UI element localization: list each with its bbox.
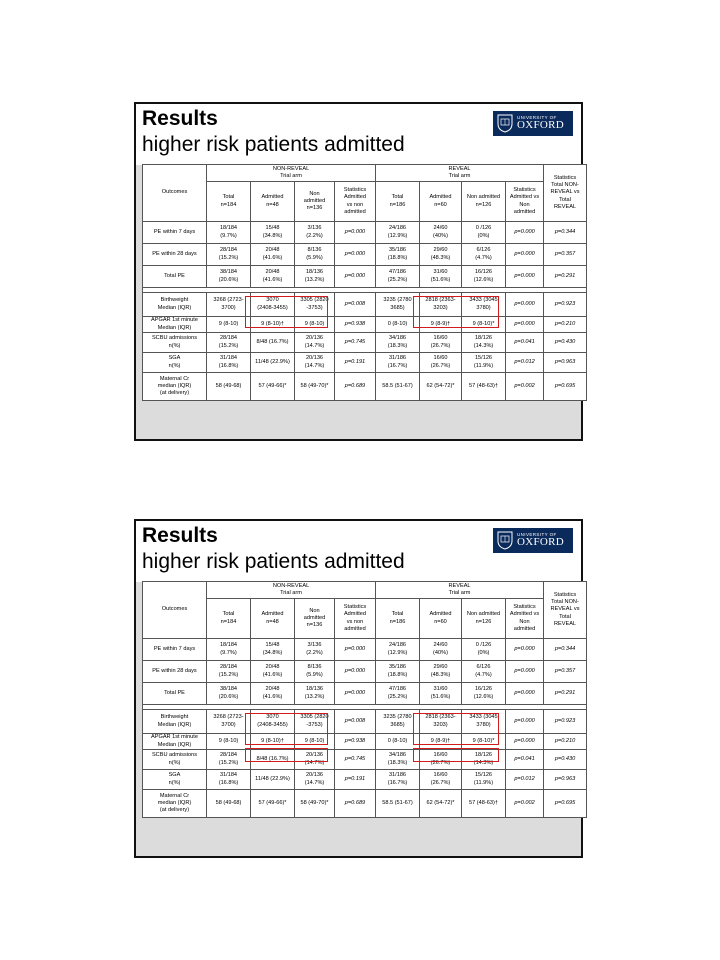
cell-nr-p: p=0.938 — [335, 734, 376, 750]
cell-total-p: p=0.923 — [544, 710, 587, 734]
cell-nr-admitted: 15/48 (34.8%) — [251, 639, 295, 661]
cell-outcome: Total PE — [143, 683, 207, 705]
cell-nr-nonadmitted: 18/136 (13.2%) — [295, 683, 335, 705]
slide-header — [136, 104, 581, 165]
cell-nr-p: p=0.191 — [335, 353, 376, 373]
cell-nr-nonadmitted: 20/136 (14.7%) — [295, 333, 335, 353]
slide-header — [136, 521, 581, 582]
cell-total-p: p=0.357 — [544, 661, 587, 683]
cell-r-p: p=0.041 — [506, 750, 544, 770]
cell-nr-admitted: 20/48 (41.6%) — [251, 683, 295, 705]
cell-r-admitted: 24/60 (40%) — [420, 222, 462, 244]
col-header-r-nonadmitted: Non admitted n=126 — [462, 599, 506, 639]
cell-nr-nonadmitted: 20/136 (14.7%) — [295, 353, 335, 373]
cell-r-admitted: 62 (54-72)* — [420, 790, 462, 818]
table-row — [143, 750, 587, 770]
cell-r-p: p=0.000 — [506, 710, 544, 734]
cell-nr-total: 58 (49-68) — [207, 373, 251, 401]
cell-total-p: p=0.291 — [544, 683, 587, 705]
cell-r-admitted: 29/60 (48.3%) — [420, 661, 462, 683]
col-header-nr-admitted: Admitted n=48 — [251, 182, 295, 222]
cell-r-admitted: 31/60 (51.6%) — [420, 683, 462, 705]
cell-r-admitted: 9 (8-9)† — [420, 317, 462, 333]
cell-nr-nonadmitted: 58 (49-70)* — [295, 373, 335, 401]
col-header-nr-total: Total n=184 — [207, 182, 251, 222]
cell-nr-admitted: 15/48 (34.8%) — [251, 222, 295, 244]
cell-r-nonadmitted: 6/126 (4.7%) — [462, 244, 506, 266]
cell-nr-total: 3268 (2723- 3700) — [207, 710, 251, 734]
table-row — [143, 661, 587, 683]
cell-total-p: p=0.923 — [544, 293, 587, 317]
cell-r-total: 0 (8-10) — [376, 317, 420, 333]
cell-total-p: p=0.344 — [544, 222, 587, 244]
cell-nr-total: 28/184 (15.2%) — [207, 333, 251, 353]
cell-nr-admitted: 9 (8-10)† — [251, 734, 295, 750]
table-row — [143, 683, 587, 705]
slide-title: Results — [142, 107, 218, 130]
cell-nr-nonadmitted: 20/136 (14.7%) — [295, 750, 335, 770]
nonreveal-group-header: NON-REVEAL Trial arm — [207, 582, 376, 599]
cell-r-admitted: 16/60 (26.7%) — [420, 750, 462, 770]
cell-nr-p: p=0.000 — [335, 639, 376, 661]
cell-r-total: 24/186 (12.9%) — [376, 222, 420, 244]
cell-nr-total: 28/184 (15.2%) — [207, 661, 251, 683]
table-row — [143, 373, 587, 401]
cell-r-nonadmitted: 15/126 (11.9%) — [462, 770, 506, 790]
cell-nr-nonadmitted: 3305 (2820 -3753) — [295, 710, 335, 734]
logo-oxford: OXFORD — [517, 536, 565, 549]
col-header-r-admitted: Admitted n=60 — [420, 599, 462, 639]
col-header-r-stats: Statistics Admitted vs Non admitted — [506, 182, 544, 222]
cell-r-admitted: 16/60 (26.7%) — [420, 333, 462, 353]
cell-total-p: p=0.430 — [544, 750, 587, 770]
cell-nr-admitted: 57 (49-66)* — [251, 373, 295, 401]
cell-total-p: p=0.963 — [544, 770, 587, 790]
nonreveal-group-header: NON-REVEAL Trial arm — [207, 165, 376, 182]
cell-nr-admitted: 8/48 (16.7%) — [251, 750, 295, 770]
cell-outcome: Total PE — [143, 266, 207, 288]
cell-r-p: p=0.041 — [506, 333, 544, 353]
cell-total-p: p=0.695 — [544, 373, 587, 401]
cell-r-nonadmitted: 16/126 (12.6%) — [462, 683, 506, 705]
oxford-logo — [493, 111, 573, 136]
cell-total-p: p=0.357 — [544, 244, 587, 266]
cell-nr-total: 38/184 (20.6%) — [207, 266, 251, 288]
cell-r-nonadmitted: 3433 (3045 3780) — [462, 293, 506, 317]
cell-total-p: p=0.430 — [544, 333, 587, 353]
cell-nr-nonadmitted: 3/136 (2.2%) — [295, 222, 335, 244]
cell-r-p: p=0.000 — [506, 266, 544, 288]
cell-r-p: p=0.012 — [506, 770, 544, 790]
slide-2 — [134, 519, 583, 858]
cell-nr-nonadmitted: 20/136 (14.7%) — [295, 770, 335, 790]
cell-r-nonadmitted: 57 (48-63)† — [462, 790, 506, 818]
cell-nr-admitted: 3070 (2408-3455) — [251, 710, 295, 734]
table-row — [143, 770, 587, 790]
cell-nr-total: 18/184 (9.7%) — [207, 639, 251, 661]
col-header-nr-admitted: Admitted n=48 — [251, 599, 295, 639]
oxford-crest-icon — [497, 114, 513, 133]
cell-nr-p: p=0.000 — [335, 661, 376, 683]
slide-subtitle: higher risk patients admitted — [142, 133, 405, 156]
cell-nr-nonadmitted: 3305 (2820 -3753) — [295, 293, 335, 317]
logo-university-of: UNIVERSITY OF — [517, 531, 557, 537]
oxford-crest-icon — [497, 531, 513, 550]
cell-nr-admitted: 11/48 (22.9%) — [251, 353, 295, 373]
cell-nr-admitted: 3070 (2408-3455) — [251, 293, 295, 317]
cell-r-total: 35/186 (18.8%) — [376, 661, 420, 683]
col-header-r-total: Total n=186 — [376, 182, 420, 222]
cell-outcome: Maternal Cr median (IQR) (at delivery) — [143, 790, 207, 818]
cell-nr-total: 38/184 (20.6%) — [207, 683, 251, 705]
cell-nr-p: p=0.689 — [335, 790, 376, 818]
table-row — [143, 734, 587, 750]
col-header-nr-stats: Statistics Admitted vs non admitted — [335, 599, 376, 639]
table-row — [143, 317, 587, 333]
cell-total-p: p=0.963 — [544, 353, 587, 373]
cell-r-total: 47/186 (25.2%) — [376, 266, 420, 288]
cell-nr-nonadmitted: 9 (8-10) — [295, 317, 335, 333]
cell-r-nonadmitted: 0 /126 (0%) — [462, 639, 506, 661]
table-row — [143, 244, 587, 266]
col-header-nr-nonadmitted: Non admitted n=136 — [295, 182, 335, 222]
table-row — [143, 293, 587, 317]
cell-r-total: 58.5 (51-67) — [376, 790, 420, 818]
slide-subtitle: higher risk patients admitted — [142, 550, 405, 573]
col-header-r-nonadmitted: Non admitted n=126 — [462, 182, 506, 222]
cell-nr-total: 9 (8-10) — [207, 734, 251, 750]
col-header-nr-total: Total n=184 — [207, 599, 251, 639]
cell-nr-total: 18/184 (9.7%) — [207, 222, 251, 244]
cell-r-nonadmitted: 18/126 (14.3%) — [462, 333, 506, 353]
cell-r-total: 3235 (2780 3685) — [376, 293, 420, 317]
cell-nr-nonadmitted: 8/136 (5.9%) — [295, 661, 335, 683]
cell-nr-p: p=0.191 — [335, 770, 376, 790]
cell-r-nonadmitted: 6/126 (4.7%) — [462, 661, 506, 683]
cell-r-p: p=0.000 — [506, 734, 544, 750]
slide-1 — [134, 102, 583, 441]
cell-r-p: p=0.000 — [506, 661, 544, 683]
cell-outcome: SCBU admissions n(%) — [143, 750, 207, 770]
cell-total-p: p=0.210 — [544, 317, 587, 333]
cell-r-admitted: 2818 (2363- 3203) — [420, 710, 462, 734]
cell-nr-nonadmitted: 8/136 (5.9%) — [295, 244, 335, 266]
col-header-nr-nonadmitted: Non admitted n=136 — [295, 599, 335, 639]
col-header-r-stats: Statistics Admitted vs Non admitted — [506, 599, 544, 639]
cell-total-p: p=0.210 — [544, 734, 587, 750]
cell-r-p: p=0.012 — [506, 353, 544, 373]
cell-outcome: PE within 7 days — [143, 639, 207, 661]
cell-total-p: p=0.695 — [544, 790, 587, 818]
cell-nr-admitted: 9 (8-10)† — [251, 317, 295, 333]
cell-r-p: p=0.002 — [506, 373, 544, 401]
cell-nr-p: p=0.689 — [335, 373, 376, 401]
cell-r-admitted: 16/60 (26.7%) — [420, 353, 462, 373]
cell-nr-p: p=0.008 — [335, 293, 376, 317]
cell-r-total: 3235 (2780 3685) — [376, 710, 420, 734]
cell-nr-admitted: 11/48 (22.9%) — [251, 770, 295, 790]
cell-r-admitted: 31/60 (51.6%) — [420, 266, 462, 288]
cell-outcome: Maternal Cr median (IQR) (at delivery) — [143, 373, 207, 401]
cell-r-nonadmitted: 15/126 (11.9%) — [462, 353, 506, 373]
cell-nr-admitted: 57 (49-66)* — [251, 790, 295, 818]
cell-nr-nonadmitted: 18/136 (13.2%) — [295, 266, 335, 288]
cell-r-total: 0 (8-10) — [376, 734, 420, 750]
cell-total-p: p=0.291 — [544, 266, 587, 288]
cell-r-nonadmitted: 18/126 (14.3%) — [462, 750, 506, 770]
col-header-r-total: Total n=186 — [376, 599, 420, 639]
table-row — [143, 333, 587, 353]
results-table — [142, 581, 587, 818]
table-row — [143, 266, 587, 288]
cell-r-admitted: 16/60 (26.7%) — [420, 770, 462, 790]
cell-r-total: 24/186 (12.9%) — [376, 639, 420, 661]
col-header-nr-stats: Statistics Admitted vs non admitted — [335, 182, 376, 222]
cell-outcome: Birthweight Median (IQR) — [143, 710, 207, 734]
cell-nr-p: p=0.938 — [335, 317, 376, 333]
cell-nr-p: p=0.000 — [335, 244, 376, 266]
cell-nr-admitted: 8/48 (16.7%) — [251, 333, 295, 353]
cell-r-p: p=0.000 — [506, 293, 544, 317]
cell-r-p: p=0.000 — [506, 244, 544, 266]
cell-total-p: p=0.344 — [544, 639, 587, 661]
cell-outcome: Birthweight Median (IQR) — [143, 293, 207, 317]
table-row — [143, 790, 587, 818]
cell-r-admitted: 29/60 (48.3%) — [420, 244, 462, 266]
cell-nr-p: p=0.000 — [335, 222, 376, 244]
cell-nr-total: 9 (8-10) — [207, 317, 251, 333]
cell-nr-p: p=0.008 — [335, 710, 376, 734]
cell-r-nonadmitted: 3433 (3045 3780) — [462, 710, 506, 734]
cell-nr-p: p=0.745 — [335, 333, 376, 353]
cell-r-p: p=0.000 — [506, 222, 544, 244]
cell-nr-nonadmitted: 9 (8-10) — [295, 734, 335, 750]
cell-r-admitted: 9 (8-9)† — [420, 734, 462, 750]
col-header-r-admitted: Admitted n=60 — [420, 182, 462, 222]
logo-university-of: UNIVERSITY OF — [517, 114, 557, 120]
cell-outcome: SGA n(%) — [143, 353, 207, 373]
cell-nr-total: 58 (49-68) — [207, 790, 251, 818]
oxford-logo — [493, 528, 573, 553]
cell-nr-total: 31/184 (16.8%) — [207, 353, 251, 373]
cell-r-p: p=0.002 — [506, 790, 544, 818]
cell-r-admitted: 62 (54-72)* — [420, 373, 462, 401]
slide-title: Results — [142, 524, 218, 547]
cell-r-nonadmitted: 57 (48-63)† — [462, 373, 506, 401]
cell-nr-admitted: 20/48 (41.6%) — [251, 661, 295, 683]
cell-r-nonadmitted: 0 /126 (0%) — [462, 222, 506, 244]
reveal-group-header: REVEAL Trial arm — [376, 165, 544, 182]
table-row — [143, 710, 587, 734]
cell-nr-p: p=0.745 — [335, 750, 376, 770]
results-table — [142, 164, 587, 401]
table-row — [143, 353, 587, 373]
cell-nr-total: 28/184 (15.2%) — [207, 244, 251, 266]
stat-total-header: Statistics Total NON- REVEAL vs Total REVEAL — [544, 582, 587, 639]
table-row — [143, 639, 587, 661]
logo-oxford: OXFORD — [517, 119, 565, 132]
cell-r-p: p=0.000 — [506, 639, 544, 661]
cell-nr-p: p=0.000 — [335, 683, 376, 705]
cell-r-nonadmitted: 9 (8-10)* — [462, 734, 506, 750]
cell-r-p: p=0.000 — [506, 317, 544, 333]
cell-outcome: SCBU admissions n(%) — [143, 333, 207, 353]
cell-nr-admitted: 20/48 (41.6%) — [251, 266, 295, 288]
table-row — [143, 222, 587, 244]
cell-r-total: 35/186 (18.8%) — [376, 244, 420, 266]
cell-outcome: SGA n(%) — [143, 770, 207, 790]
outcomes-header: Outcomes — [143, 582, 207, 639]
cell-nr-nonadmitted: 58 (49-70)* — [295, 790, 335, 818]
cell-outcome: APGAR 1st minute Median (IQR) — [143, 317, 207, 333]
cell-nr-total: 28/184 (15.2%) — [207, 750, 251, 770]
cell-r-total: 47/186 (25.2%) — [376, 683, 420, 705]
cell-r-total: 31/186 (16.7%) — [376, 770, 420, 790]
cell-r-p: p=0.000 — [506, 683, 544, 705]
cell-nr-total: 3268 (2723- 3700) — [207, 293, 251, 317]
cell-outcome: PE within 28 days — [143, 244, 207, 266]
cell-outcome: APGAR 1st minute Median (IQR) — [143, 734, 207, 750]
cell-r-total: 31/186 (16.7%) — [376, 353, 420, 373]
cell-nr-nonadmitted: 3/136 (2.2%) — [295, 639, 335, 661]
cell-r-nonadmitted: 16/126 (12.6%) — [462, 266, 506, 288]
cell-r-nonadmitted: 9 (8-10)* — [462, 317, 506, 333]
cell-r-admitted: 2818 (2363- 3203) — [420, 293, 462, 317]
cell-nr-admitted: 20/48 (41.6%) — [251, 244, 295, 266]
cell-outcome: PE within 7 days — [143, 222, 207, 244]
cell-r-total: 58.5 (51-67) — [376, 373, 420, 401]
stat-total-header: Statistics Total NON- REVEAL vs Total REVEAL — [544, 165, 587, 222]
cell-r-total: 34/186 (18.3%) — [376, 750, 420, 770]
outcomes-header: Outcomes — [143, 165, 207, 222]
cell-nr-p: p=0.000 — [335, 266, 376, 288]
cell-nr-total: 31/184 (16.8%) — [207, 770, 251, 790]
reveal-group-header: REVEAL Trial arm — [376, 582, 544, 599]
cell-r-total: 34/186 (18.3%) — [376, 333, 420, 353]
cell-outcome: PE within 28 days — [143, 661, 207, 683]
cell-r-admitted: 24/60 (40%) — [420, 639, 462, 661]
